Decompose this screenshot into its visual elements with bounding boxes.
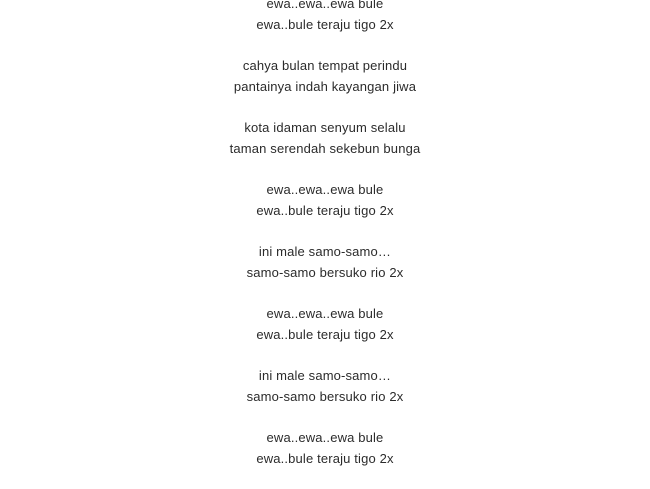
lyric-line: pantainya indah kayangan jiwa	[233, 79, 417, 94]
lyric-line: kota idaman senyum selalu	[244, 120, 406, 135]
lyric-line: ewa..bule teraju tigo 2x	[256, 327, 394, 342]
lyric-line: taman serendah sekebun bunga	[229, 141, 421, 156]
lyric-line: cahya bulan tempat perindu	[242, 58, 408, 73]
lyric-line: ewa..bule teraju tigo 2x	[256, 203, 394, 218]
lyrics-stanza	[0, 303, 650, 345]
lyrics-stanza	[0, 0, 650, 35]
lyric-line: ewa..ewa..ewa bule	[266, 306, 384, 321]
lyrics-stanza	[0, 427, 650, 469]
lyric-line: ewa..bule teraju tigo 2x	[256, 451, 394, 466]
lyric-line: ewa..bule teraju tigo 2x	[256, 17, 394, 32]
lyric-line: ewa..ewa..ewa bule	[266, 182, 384, 197]
lyrics-stanza	[0, 117, 650, 159]
lyrics-stanza	[0, 55, 650, 97]
lyrics-stanza	[0, 365, 650, 407]
lyric-line: ini male samo-samo…	[258, 368, 392, 383]
lyrics-stanza	[0, 241, 650, 283]
lyric-line: samo-samo bersuko rio 2x	[246, 265, 404, 280]
lyric-line: ewa..ewa..ewa bule	[266, 430, 384, 445]
lyrics-stanza	[0, 179, 650, 221]
lyric-line: samo-samo bersuko rio 2x	[246, 389, 404, 404]
lyric-line: ewa..ewa..ewa bule	[266, 0, 384, 11]
lyric-line: ini male samo-samo…	[258, 244, 392, 259]
